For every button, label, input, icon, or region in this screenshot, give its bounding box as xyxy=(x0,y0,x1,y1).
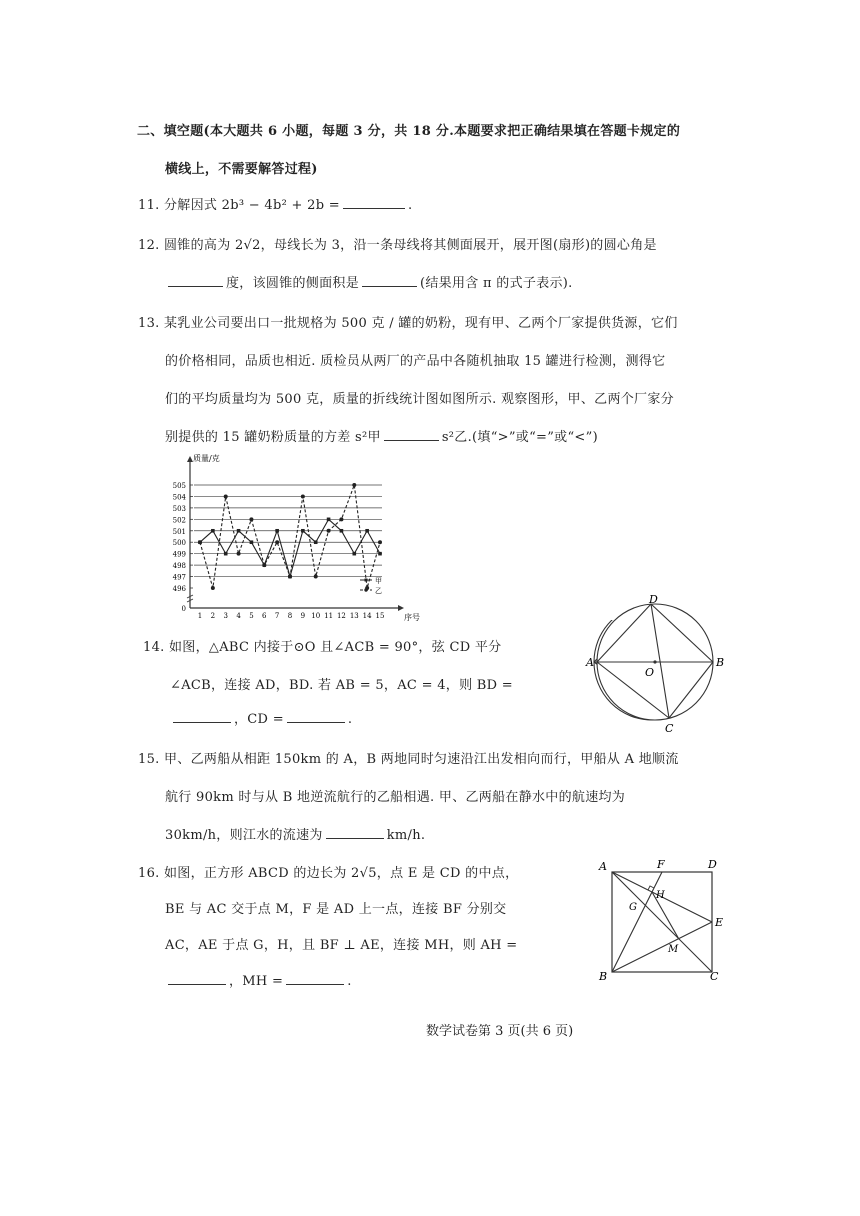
x-tick-label: 8 xyxy=(287,612,293,620)
x-axis-label: 序号 xyxy=(404,613,420,622)
point-乙 xyxy=(352,483,356,487)
series-line-甲 xyxy=(200,519,380,576)
diagonal-ac xyxy=(612,872,712,972)
y-tick-label: 504 xyxy=(172,493,186,502)
label-d: D xyxy=(708,858,717,871)
q16-line4 xyxy=(165,970,352,989)
y-axis-label: 质量/克 xyxy=(193,454,220,463)
point-乙 xyxy=(262,563,266,567)
q14-text-cd: ，CD = xyxy=(234,712,284,727)
label-a: A xyxy=(586,656,594,669)
q15-line2: 航行 90km 时与从 B 地逆流航行的乙船相遇. 甲、乙两船在静水中的航速均为 xyxy=(165,790,626,805)
q12-text-b: (结果用含 π 的式子表示). xyxy=(420,276,573,291)
q14-tail: . xyxy=(347,712,353,727)
x-tick-label: 9 xyxy=(300,612,306,620)
y-tick-label: 501 xyxy=(172,527,186,536)
q14-answer-blank-bd[interactable] xyxy=(173,710,231,723)
point-乙 xyxy=(339,517,343,521)
y-tick-label: 497 xyxy=(172,573,186,582)
point-乙 xyxy=(378,540,382,544)
q16-line3: AC，AE 于点 G，H，且 BF ⊥ AE，连接 MH，则 AH = xyxy=(165,938,518,953)
quality-line-chart xyxy=(160,452,430,627)
point-乙 xyxy=(301,494,305,498)
point-甲 xyxy=(314,540,318,544)
q12-line2 xyxy=(165,272,573,291)
x-tick-label: 4 xyxy=(236,612,241,620)
x-tick-label: 5 xyxy=(249,612,254,620)
legend-marker xyxy=(365,579,368,582)
label-a: A xyxy=(599,860,607,873)
point-乙 xyxy=(237,552,241,556)
q14-line2: ∠ACB，连接 AD，BD. 若 AB = 5，AC = 4，则 BD = xyxy=(170,678,513,693)
q15-text-b: km/h. xyxy=(386,828,426,843)
series-line-乙 xyxy=(200,485,380,588)
y-tick-label: 0 xyxy=(181,605,186,613)
q13-line2: 的价格相同，品质也相近. 质检员从两厂的产品中各随机抽取 15 罐进行检测，测得它 xyxy=(165,354,666,369)
point-乙 xyxy=(314,575,318,579)
section-heading-line1: 二、填空题(本大题共 6 小题，每题 3 分，共 18 分.本题要求把正确结果填在答题卡规定的 xyxy=(137,124,681,139)
label-d: D xyxy=(649,594,658,606)
point-乙 xyxy=(211,586,215,590)
legend-label-乙: 乙 xyxy=(375,587,382,595)
q16-answer-blank-mh[interactable] xyxy=(286,972,344,985)
point-乙 xyxy=(224,494,228,498)
point-甲 xyxy=(250,540,254,544)
label-c: C xyxy=(710,970,719,983)
q14-line3 xyxy=(170,708,352,727)
x-tick-label: 2 xyxy=(210,612,216,620)
q15-line1: 15. 甲、乙两船从相距 150km 的 A，B 两地同时匀速沿江出发相向而行，甲船从 A 地顺流 xyxy=(138,752,679,767)
x-tick-label: 15 xyxy=(375,612,385,620)
legend-label-甲: 甲 xyxy=(375,577,382,585)
q13-text-a: 别提供的 15 罐奶粉质量的方差 s²甲 xyxy=(165,430,381,445)
point-甲 xyxy=(211,529,215,533)
y-tick-label: 499 xyxy=(172,550,186,559)
label-g: G xyxy=(629,902,637,913)
point-甲 xyxy=(378,552,382,556)
x-tick-label: 11 xyxy=(324,612,334,620)
q11-answer-blank[interactable] xyxy=(343,196,405,209)
point-甲 xyxy=(365,529,369,533)
y-tick-label: 498 xyxy=(172,562,186,571)
q15-line3 xyxy=(165,824,425,843)
segment-bf xyxy=(612,872,662,972)
q12-answer-blank-1[interactable] xyxy=(168,274,223,287)
point-乙 xyxy=(198,540,202,544)
q15-answer-blank[interactable] xyxy=(326,826,384,839)
q13-text-b: s²乙.(填“>”或“=”或“<”) xyxy=(441,430,598,445)
label-m: M xyxy=(668,944,679,955)
point-乙 xyxy=(249,517,253,521)
q14-answer-blank-cd[interactable] xyxy=(287,710,345,723)
q12-answer-blank-2[interactable] xyxy=(362,274,417,287)
q11-tail: . xyxy=(407,198,413,213)
y-tick-label: 502 xyxy=(172,516,186,525)
label-c: C xyxy=(665,722,674,735)
q12-line1: 12. 圆锥的高为 2√2，母线长为 3，沿一条母线将其侧面展开，展开图(扇形)的圆心角是 xyxy=(138,238,657,253)
x-tick-label: 7 xyxy=(274,612,280,620)
q11-text: 11. 分解因式 2b³ − 4b² + 2b = xyxy=(138,198,340,213)
point-甲 xyxy=(352,552,356,556)
x-tick-label: 1 xyxy=(197,612,203,620)
label-o: O xyxy=(645,666,655,679)
q16-line1: 16. 如图，正方形 ABCD 的边长为 2√5，点 E 是 CD 的中点， xyxy=(138,866,519,881)
label-h: H xyxy=(656,890,665,901)
q16-line2: BE 与 AC 交于点 M，F 是 AD 上一点，连接 BF 分别交 xyxy=(165,902,507,917)
point-甲 xyxy=(237,529,241,533)
point-乙 xyxy=(327,529,331,533)
x-tick-label: 10 xyxy=(311,612,321,620)
q13-line4 xyxy=(165,426,598,445)
page-footer: 数学试卷第 3 页(共 6 页) xyxy=(426,1024,574,1039)
x-tick-label: 14 xyxy=(362,612,372,620)
legend-marker xyxy=(364,588,367,591)
q13-answer-blank[interactable] xyxy=(384,428,439,441)
q13-line1: 13. 某乳业公司要出口一批规格为 500 克 / 罐的奶粉，现有甲、乙两个厂家提供货源，它们 xyxy=(138,316,678,331)
x-tick-label: 13 xyxy=(349,612,359,620)
q12-text-a: 度，该圆锥的侧面积是 xyxy=(226,276,360,291)
point-甲 xyxy=(340,529,344,533)
point-乙 xyxy=(288,575,292,579)
label-b: B xyxy=(599,970,608,983)
y-tick-label: 500 xyxy=(172,539,186,548)
label-f: F xyxy=(657,858,665,871)
segment-be xyxy=(612,922,712,972)
x-tick-label: 6 xyxy=(262,612,267,620)
label-e: E xyxy=(715,916,724,929)
point-甲 xyxy=(327,518,331,522)
q16-tail: . xyxy=(347,974,352,989)
point-甲 xyxy=(224,552,228,556)
q15-text-a: 30km/h，则江水的流速为 xyxy=(165,828,323,843)
y-tick-label: 505 xyxy=(172,482,186,490)
y-tick-label: 503 xyxy=(172,504,186,513)
q16-answer-blank-ah[interactable] xyxy=(168,972,226,985)
label-b: B xyxy=(716,656,725,669)
x-tick-label: 12 xyxy=(336,612,346,620)
q13-line3: 们的平均质量均为 500 克，质量的折线统计图如图所示. 观察图形，甲、乙两个厂家分 xyxy=(165,392,674,407)
q14-line1: 14. 如图，△ABC 内接于⊙O 且∠ACB = 90°，弦 CD 平分 xyxy=(143,640,502,655)
q14-circle-figure-svg xyxy=(585,594,725,739)
question-11 xyxy=(138,194,412,213)
q16-text-mh: ，MH = xyxy=(229,974,284,989)
point-乙 xyxy=(275,540,279,544)
y-tick-label: 496 xyxy=(172,585,186,593)
q16-square-figure xyxy=(596,854,726,984)
point-甲 xyxy=(301,529,305,533)
x-tick-label: 3 xyxy=(223,612,228,620)
x-axis-arrow xyxy=(398,605,404,611)
point-甲 xyxy=(275,529,279,533)
section-heading-line2: 横线上，不需要解答过程) xyxy=(165,162,318,177)
